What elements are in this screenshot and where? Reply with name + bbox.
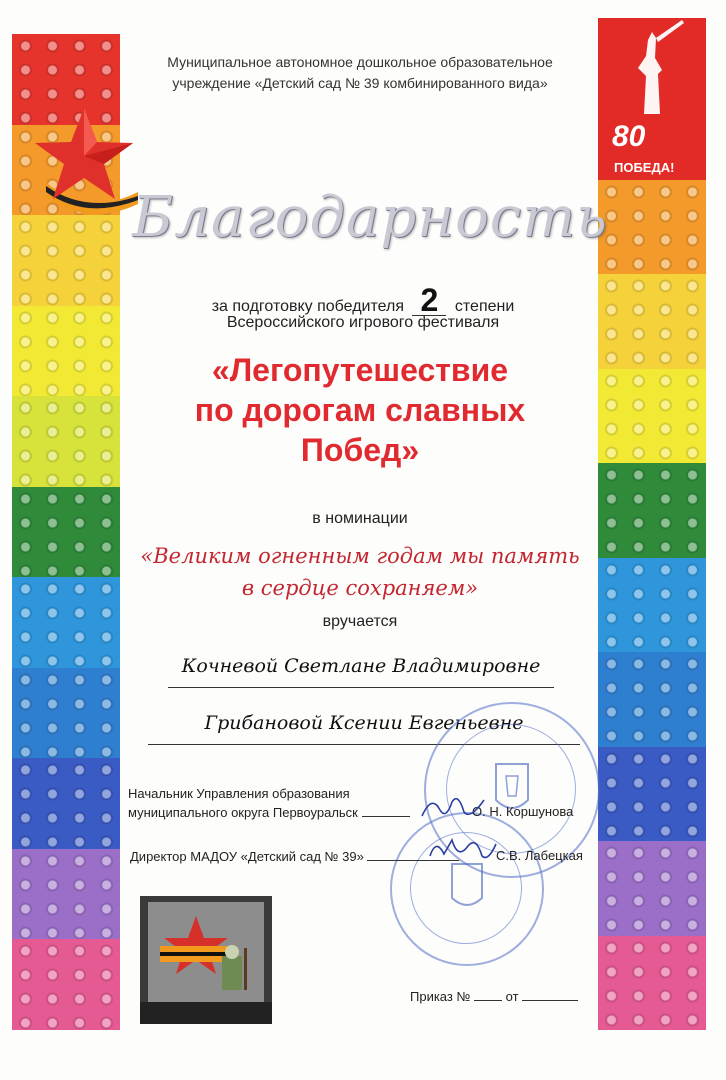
preparation-line — [0, 282, 726, 318]
lego-band — [598, 841, 706, 935]
logo-text: ПОБЕДА! — [614, 160, 675, 175]
signer-1-name: О. Н. Коршунова — [472, 804, 574, 819]
certificate-title: Благодарность — [132, 185, 608, 250]
order-date-blank — [522, 988, 578, 1001]
lego-diorama-photo — [140, 896, 272, 1024]
lego-band — [598, 369, 706, 463]
lego-band — [598, 652, 706, 746]
lego-band — [12, 758, 120, 849]
degree-number: 2 — [412, 285, 446, 316]
handed-label: вручается — [322, 613, 398, 630]
lego-band — [12, 939, 120, 1030]
motherland-statue-icon — [598, 18, 706, 128]
recipient-name: Кочневой Светлане Владимировне — [168, 655, 554, 688]
lego-band — [12, 396, 120, 487]
header-line-2: учреждение «Детский сад № 39 комбинированного вида» — [172, 75, 548, 91]
signer-2-title — [130, 848, 459, 866]
signer-2-position: Директор МАДОУ «Детский сад № 39» — [130, 849, 364, 864]
signer-2-name: С.В. Лабецкая — [496, 848, 583, 863]
lego-band — [598, 180, 706, 274]
festival-name — [130, 350, 590, 470]
signature-line — [362, 804, 410, 817]
lego-band — [598, 747, 706, 841]
motto-line-2: в сердце сохраняем» — [241, 576, 479, 600]
festival-line: Всероссийского игрового фестиваля — [226, 314, 500, 331]
signer-1-position: муниципального округа Первоуральск — [128, 805, 358, 820]
preparation-prefix: за подготовку победителя — [211, 298, 404, 315]
header-line-1: Муниципальное автономное дошкольное образовательное — [167, 54, 553, 70]
logo-number: 80 — [612, 120, 646, 153]
signer-1-title-line-2 — [128, 804, 410, 822]
red-star-emblem — [26, 100, 146, 225]
lego-band — [12, 849, 120, 940]
signature-scribble-icon — [418, 790, 488, 824]
order-line — [410, 988, 578, 1004]
preparation-suffix: степени — [454, 298, 515, 315]
order-from: от — [505, 989, 519, 1004]
nomination-label: в номинации — [312, 510, 408, 527]
order-prefix: Приказ № — [410, 989, 471, 1004]
institution-header — [130, 52, 590, 94]
lego-diorama-image — [140, 896, 272, 1024]
recipient-name: Грибановой Ксении Евгеньевне — [148, 712, 580, 745]
signer-1-title-line-1: Начальник Управления образования — [128, 786, 350, 801]
signature-scribble-icon — [426, 832, 500, 866]
red-star-icon — [26, 100, 146, 220]
motto-line-1: «Великим огненным годам мы память — [140, 544, 580, 568]
festival-name-line-1: «Легопутешествие — [211, 352, 509, 388]
victory-80-logo — [598, 18, 706, 180]
nomination-motto — [100, 540, 620, 604]
festival-name-line-2: по дорогам славных — [194, 392, 526, 428]
lego-band — [598, 936, 706, 1030]
order-number-blank — [474, 988, 502, 1001]
festival-name-line-3: Побед» — [300, 432, 420, 468]
lego-band — [12, 668, 120, 759]
